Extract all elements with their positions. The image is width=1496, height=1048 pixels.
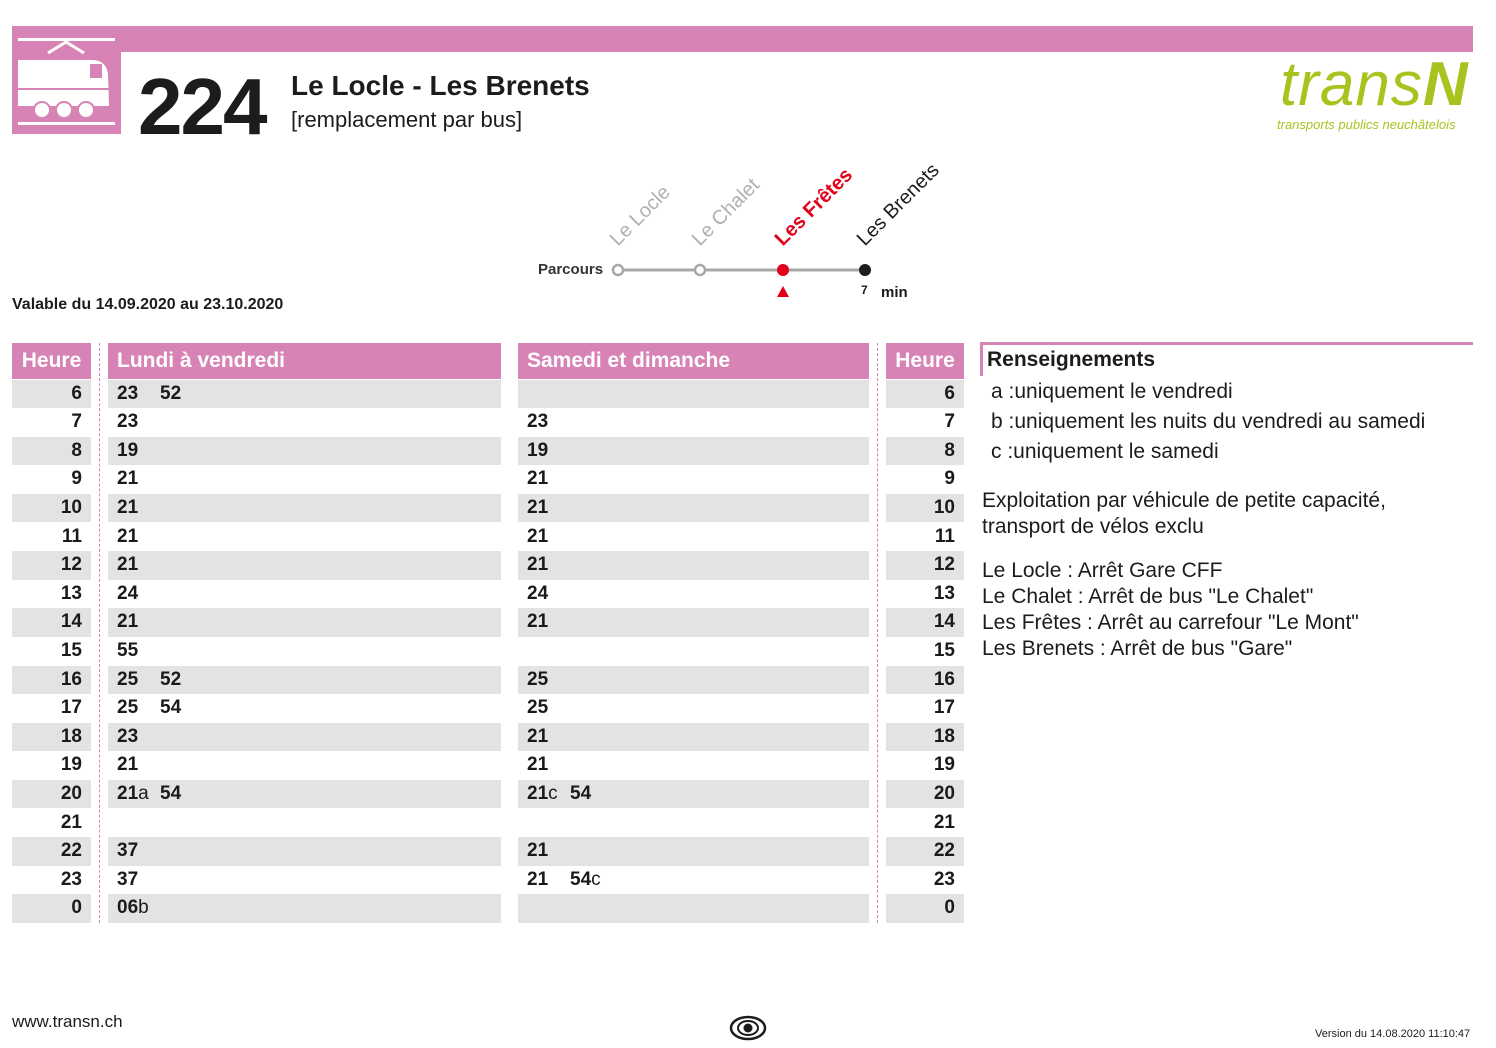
we-minutes-cell xyxy=(518,694,869,723)
we-minutes-cell xyxy=(518,837,869,866)
minute-value: 54 xyxy=(570,782,592,804)
info-title: Renseignements xyxy=(987,348,1156,371)
we-minutes-cell xyxy=(518,809,869,838)
departure-minute xyxy=(117,523,160,552)
minute-value: 21 xyxy=(117,554,139,576)
minute-value: 24 xyxy=(117,582,139,604)
minute-value: 54 xyxy=(160,782,182,804)
hour-cell: 0 xyxy=(12,894,91,923)
line-number: 224 xyxy=(138,62,266,151)
we-minutes-cell xyxy=(518,866,869,895)
hour-cell: 20 xyxy=(12,780,91,809)
departure-minute xyxy=(117,551,160,580)
we-minutes-cell xyxy=(518,666,869,695)
minute-value: 21 xyxy=(527,782,549,804)
we-minutes-cell xyxy=(518,408,869,437)
departure-minute xyxy=(117,723,160,752)
transn-logo xyxy=(1280,50,1469,120)
minute-value: 25 xyxy=(527,697,549,719)
wk-minutes-cell xyxy=(108,380,501,409)
hour-cell: 13 xyxy=(933,582,955,604)
hour-cell: 0 xyxy=(886,894,964,923)
hour-cell: 9 xyxy=(944,468,955,490)
note-key: a xyxy=(991,380,1003,403)
hour-cell: 10 xyxy=(886,494,964,523)
departure-minute xyxy=(570,866,613,895)
minute-footnote: c xyxy=(591,868,601,890)
website-link[interactable]: www.transn.ch xyxy=(12,1012,123,1031)
train-icon xyxy=(12,26,121,134)
hour-cell: 23 xyxy=(60,868,82,890)
departure-minute xyxy=(527,551,570,580)
hour-cell: 21 xyxy=(60,811,82,833)
stop-location-line: Le Locle : Arrêt Gare CFF xyxy=(982,559,1223,582)
wk-minutes-cell xyxy=(108,751,501,780)
wk-minutes-cell xyxy=(108,494,501,523)
departure-minute xyxy=(527,437,570,466)
minute-value: 52 xyxy=(160,668,182,690)
hour-cell: 16 xyxy=(12,666,91,695)
column-divider xyxy=(877,343,878,923)
note-text: uniquement le samedi xyxy=(1013,440,1219,463)
minute-value: 21 xyxy=(527,754,549,776)
we-minutes-cell xyxy=(518,523,869,552)
hour-header-right: Heure xyxy=(886,343,964,379)
we-minutes-cell xyxy=(518,637,869,666)
travel-minutes: 7 xyxy=(861,283,868,297)
departure-minute xyxy=(527,666,570,695)
minute-value: 25 xyxy=(117,697,139,719)
minute-value: 21 xyxy=(117,782,139,804)
minute-value: 25 xyxy=(527,668,549,690)
departure-minute xyxy=(527,866,570,895)
note-sep: : xyxy=(1002,410,1015,433)
hour-cell: 16 xyxy=(886,666,964,695)
minute-value: 37 xyxy=(117,840,139,862)
stop-dot-les-fretes xyxy=(777,264,789,276)
departure-minute xyxy=(117,837,160,866)
hour-header-left: Heure xyxy=(12,343,91,379)
minute-value: 21 xyxy=(527,554,549,576)
we-minutes-cell xyxy=(518,580,869,609)
column-divider xyxy=(99,343,100,923)
hour-cell: 15 xyxy=(60,639,82,661)
note-sep: : xyxy=(1001,440,1014,463)
wk-minutes-cell xyxy=(108,866,501,895)
hour-cell: 7 xyxy=(944,411,955,433)
stop-location-line: Le Chalet : Arrêt de bus "Le Chalet" xyxy=(982,585,1314,608)
departure-minute xyxy=(117,437,160,466)
departure-minute xyxy=(117,666,160,695)
minute-value: 21 xyxy=(527,525,549,547)
wk-minutes-cell xyxy=(108,580,501,609)
note-text: uniquement le vendredi xyxy=(1014,380,1233,403)
stop-label-les-fretes: Les Frêtes xyxy=(770,163,858,251)
hour-cell: 10 xyxy=(12,494,91,523)
departure-minute xyxy=(160,380,203,409)
hour-cell: 8 xyxy=(12,437,91,466)
hour-cell: 23 xyxy=(933,868,955,890)
departure-minute xyxy=(117,780,160,809)
minute-value: 21 xyxy=(117,468,139,490)
hour-cell: 20 xyxy=(886,780,964,809)
minute-value: 54 xyxy=(160,697,182,719)
minute-footnote: c xyxy=(548,782,558,804)
departure-minute xyxy=(117,637,160,666)
minute-value: 21 xyxy=(527,840,549,862)
we-minutes-cell xyxy=(518,465,869,494)
wk-minutes-cell xyxy=(108,780,501,809)
departure-minute xyxy=(117,608,160,637)
eye-icon xyxy=(729,1014,767,1042)
minute-value: 21 xyxy=(117,525,139,547)
hour-cell: 6 xyxy=(12,380,91,409)
hour-cell: 12 xyxy=(886,551,964,580)
stop-locations xyxy=(982,558,1359,662)
info-rule xyxy=(980,342,983,376)
hour-cell: 19 xyxy=(60,754,82,776)
hour-cell: 9 xyxy=(71,468,82,490)
wk-minutes-cell xyxy=(108,408,501,437)
we-minutes-cell xyxy=(518,551,869,580)
hour-cell: 18 xyxy=(886,723,964,752)
hour-cell: 17 xyxy=(60,697,82,719)
stop-dot-le-locle xyxy=(613,265,623,275)
wk-minutes-cell xyxy=(108,608,501,637)
minute-value: 55 xyxy=(117,639,139,661)
minute-value: 21 xyxy=(117,611,139,633)
validity-period: Valable du 14.09.2020 au 23.10.2020 xyxy=(12,296,284,313)
minute-footnote: a xyxy=(138,782,149,804)
stop-dot-le-chalet xyxy=(695,265,705,275)
minute-value: 21 xyxy=(527,468,549,490)
departure-minute xyxy=(527,465,570,494)
weekend-header: Samedi et dimanche xyxy=(518,343,869,379)
departure-minute xyxy=(160,780,203,809)
route-line xyxy=(605,255,885,300)
we-minutes-cell xyxy=(518,494,869,523)
stop-location-line: Les Brenets : Arrêt de bus "Gare" xyxy=(982,637,1293,660)
minute-value: 19 xyxy=(117,439,139,461)
departure-minute xyxy=(527,608,570,637)
logo-text-bold: N xyxy=(1422,50,1469,119)
departure-minute xyxy=(117,694,160,723)
departure-minute xyxy=(527,523,570,552)
wk-minutes-cell xyxy=(108,694,501,723)
hour-cell: 7 xyxy=(71,411,82,433)
minute-footnote: b xyxy=(138,897,149,919)
minute-value: 23 xyxy=(117,725,139,747)
hour-cell: 11 xyxy=(61,525,82,547)
stop-label-les-brenets: Les Brenets xyxy=(852,159,944,251)
departure-minute xyxy=(160,694,203,723)
wk-minutes-cell xyxy=(108,723,501,752)
info-rule xyxy=(980,342,1473,345)
departure-minute xyxy=(117,894,160,923)
minutes-label: min xyxy=(881,284,908,301)
header-bar xyxy=(12,26,1473,52)
departure-minute xyxy=(527,723,570,752)
departure-minute xyxy=(527,780,570,809)
stop-label-le-locle: Le Locle xyxy=(605,181,675,251)
departure-minute xyxy=(527,837,570,866)
departure-minute xyxy=(160,666,203,695)
we-minutes-cell xyxy=(518,437,869,466)
minute-value: 25 xyxy=(117,668,139,690)
hour-cell: 18 xyxy=(12,723,91,752)
note-b xyxy=(991,410,1425,434)
minute-value: 21 xyxy=(527,868,549,890)
hour-cell: 8 xyxy=(886,437,964,466)
departure-minute xyxy=(117,494,160,523)
hour-cell: 15 xyxy=(933,639,955,661)
minute-value: 23 xyxy=(117,382,139,404)
departure-minute xyxy=(117,465,160,494)
logo-tagline: transports publics neuchâtelois xyxy=(1277,117,1456,132)
version-stamp: Version du 14.08.2020 11:10:47 xyxy=(1315,1028,1471,1040)
we-minutes-cell xyxy=(518,723,869,752)
wk-minutes-cell xyxy=(108,809,501,838)
we-minutes-cell xyxy=(518,751,869,780)
stop-dot-les-brenets xyxy=(859,264,871,276)
logo-text-light: trans xyxy=(1280,50,1423,119)
hour-cell: 11 xyxy=(934,525,955,547)
departure-minute xyxy=(527,408,570,437)
hour-cell: 14 xyxy=(886,608,964,637)
departure-minute xyxy=(527,751,570,780)
hour-cell: 17 xyxy=(933,697,955,719)
wk-minutes-cell xyxy=(108,837,501,866)
minute-value: 23 xyxy=(117,411,139,433)
minute-value: 24 xyxy=(527,582,549,604)
weekday-header: Lundi à vendredi xyxy=(108,343,501,379)
stop-location-line: Les Frêtes : Arrêt au carrefour "Le Mont" xyxy=(982,611,1359,634)
exploitation-line: transport de vélos exclu xyxy=(982,515,1204,538)
exploitation-line: Exploitation par véhicule de petite capacité, xyxy=(982,489,1386,512)
hour-cell: 21 xyxy=(933,811,955,833)
exploitation-note xyxy=(982,488,1386,540)
departure-minute xyxy=(527,580,570,609)
note-sep: : xyxy=(1002,380,1015,403)
wk-minutes-cell xyxy=(108,894,501,923)
hour-cell: 13 xyxy=(60,582,82,604)
wk-minutes-cell xyxy=(108,666,501,695)
departure-minute xyxy=(570,780,613,809)
minute-value: 21 xyxy=(527,725,549,747)
minute-value: 21 xyxy=(527,496,549,518)
minute-value: 21 xyxy=(117,496,139,518)
we-minutes-cell xyxy=(518,894,869,923)
we-minutes-cell xyxy=(518,780,869,809)
note-key: c xyxy=(991,440,1002,463)
note-c xyxy=(991,440,1219,464)
hour-cell: 12 xyxy=(12,551,91,580)
stop-label-le-chalet: Le Chalet xyxy=(687,174,764,251)
current-stop-marker xyxy=(777,286,789,297)
note-text: uniquement les nuits du vendredi au samedi xyxy=(1014,410,1426,433)
minute-value: 54 xyxy=(570,868,592,890)
minute-value: 06 xyxy=(117,897,139,919)
hour-cell: 6 xyxy=(886,380,964,409)
departure-minute xyxy=(117,380,160,409)
departure-minute xyxy=(527,494,570,523)
we-minutes-cell xyxy=(518,608,869,637)
minute-value: 21 xyxy=(527,611,549,633)
hour-cell: 19 xyxy=(933,754,955,776)
minute-value: 19 xyxy=(527,439,549,461)
departure-minute xyxy=(117,580,160,609)
wk-minutes-cell xyxy=(108,551,501,580)
hour-cell: 22 xyxy=(886,837,964,866)
note-key: b xyxy=(991,410,1003,433)
note-a xyxy=(991,380,1233,404)
hour-cell: 22 xyxy=(12,837,91,866)
wk-minutes-cell xyxy=(108,637,501,666)
minute-value: 21 xyxy=(117,754,139,776)
minute-value: 52 xyxy=(160,382,182,404)
departure-minute xyxy=(117,866,160,895)
minute-value: 23 xyxy=(527,411,549,433)
wk-minutes-cell xyxy=(108,523,501,552)
departure-minute xyxy=(117,408,160,437)
line-name: Le Locle - Les Brenets xyxy=(291,70,590,101)
wk-minutes-cell xyxy=(108,437,501,466)
hour-cell: 14 xyxy=(12,608,91,637)
departure-minute xyxy=(527,694,570,723)
departure-minute xyxy=(117,751,160,780)
wk-minutes-cell xyxy=(108,465,501,494)
route-label: Parcours xyxy=(538,261,604,278)
we-minutes-cell xyxy=(518,380,869,409)
minute-value: 37 xyxy=(117,868,139,890)
line-subtitle: [remplacement par bus] xyxy=(291,107,523,132)
